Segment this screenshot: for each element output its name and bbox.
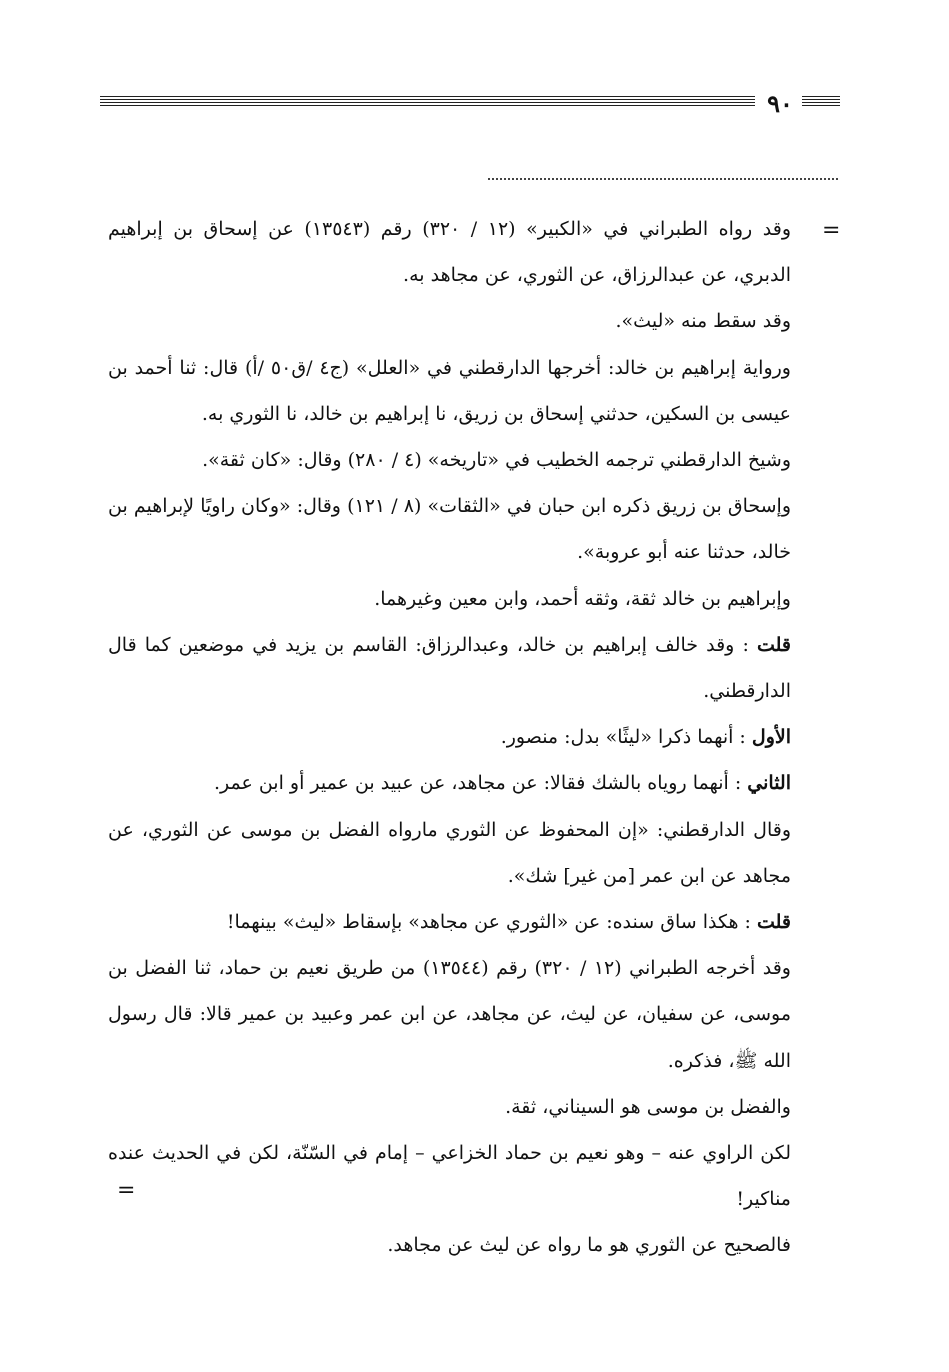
paragraph: قلت : هكذا ساق سنده: عن «الثوري عن مجاهد» بإسقاط «ليث» بينهما! xyxy=(226,911,791,934)
paragraph: الأول : أنهما ذكرا «ليثًا» بدل: منصور. xyxy=(500,726,791,749)
page-header xyxy=(100,90,840,118)
paragraph-lead: الثاني xyxy=(747,772,791,795)
page-number: ٩٠ xyxy=(767,89,793,118)
paragraph: الثاني : أنهما روياه بالشك فقالا: عن مجاهد، عن عبيد بن عمير أو ابن عمر. xyxy=(213,772,791,795)
footnote-body xyxy=(108,206,791,1269)
paragraph: قلت : وقد خالف إبراهيم بن خالد، وعبدالرزاق: القاسم بن يزيد في موضعين كما قال الدارقطني. xyxy=(108,633,791,703)
paragraph: وإبراهيم بن خالد ثقة، وثقه أحمد، وابن معين وغيرهما. xyxy=(374,587,791,610)
paragraph-lead: الأول xyxy=(751,726,791,749)
continuation-mark-top: = xyxy=(822,218,841,243)
paragraph: وقد رواه الطبراني في «الكبير» (١٢ / ٣٢٠) رقم (١٣٥٤٣) عن إسحاق بن إبراهيم الدبري، عن عبدالرزاق، عن الثوري، عن مجاهد به. xyxy=(108,218,791,287)
paragraph: وشيخ الدارقطني ترجمه الخطيب في «تاريخه» (٤ / ٢٨٠) وقال: «كان ثقة». xyxy=(202,449,791,472)
paragraph: ورواية إبراهيم بن خالد: أخرجها الدارقطني في «العلل» (ج٤ /ق٥٠ /أ) قال: ثنا أحمد بن عيسى بن السكين، حدثني إسحاق بن زريق، نا إبراهيم بن خالد، نا الثوري به. xyxy=(108,356,791,425)
header-rule-right xyxy=(802,96,840,110)
paragraph: والفضل بن موسى هو السيناني، ثقة. xyxy=(505,1095,791,1118)
paragraph: لكن الراوي عنه – وهو نعيم بن حماد الخزاعي – إمام في السّنّة، لكن في الحديث عنده مناكير! xyxy=(108,1142,791,1211)
paragraph-lead: قلت xyxy=(756,911,791,934)
paragraph-lead: قلت xyxy=(756,633,791,656)
paragraph: فالصحيح عن الثوري هو ما رواه عن ليث عن مجاهد. xyxy=(387,1234,791,1257)
paragraph: وقد أخرجه الطبراني (١٢ / ٣٢٠) رقم (١٣٥٤٤) من طريق نعيم بن حماد، ثنا الفضل بن موسى، عن سفيان، عن ليث، عن مجاهد، عن ابن عمر وعبيد بن عمير قالا: قال رسول الله ﷺ، فذكره. xyxy=(108,957,791,1072)
continuation-mark-bottom: = xyxy=(117,1178,136,1203)
paragraph: وقد سقط منه «ليث». xyxy=(615,310,791,333)
header-rule-left xyxy=(100,96,755,110)
paragraph: وقال الدارقطني: «إن المحفوظ عن الثوري مارواه الفضل بن موسى عن الثوري، عن مجاهد عن ابن عمر [من غير] شك». xyxy=(108,818,791,887)
paragraph: وإسحاق بن زريق ذكره ابن حبان في «الثقات» (٨ / ١٢١) وقال: «وكان راويًا لإبراهيم بن خالد، حدثنا عنه أبو عروبة». xyxy=(108,495,792,564)
footnote-separator xyxy=(488,178,838,180)
